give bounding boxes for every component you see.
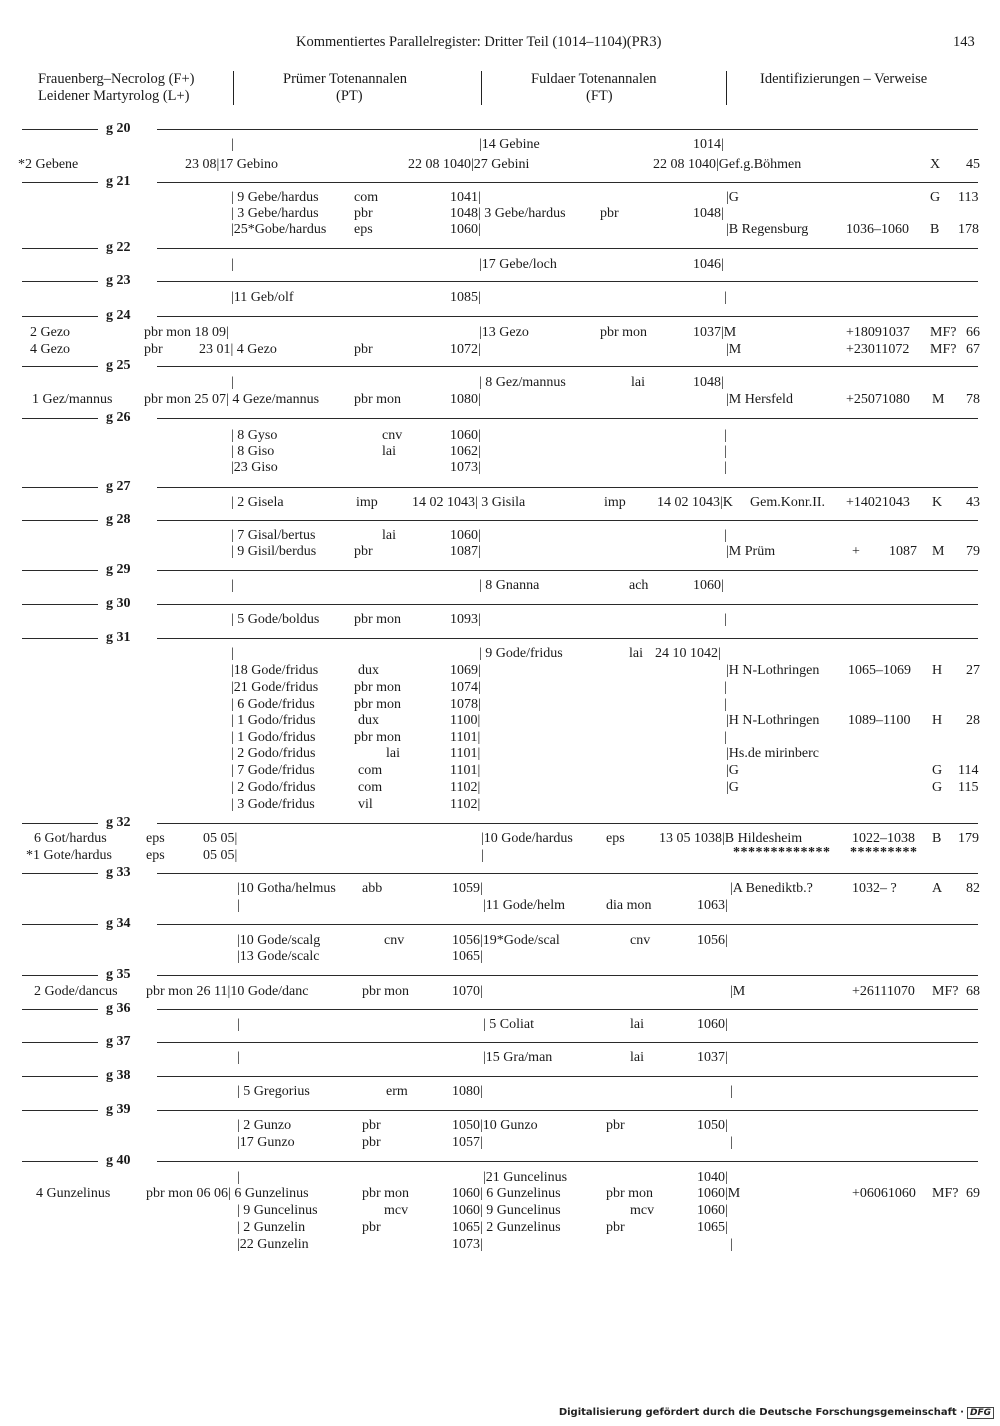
table-cell: 1 Gez/mannus xyxy=(32,392,113,407)
table-cell: 1056| xyxy=(697,933,728,948)
table-cell: | 1 Godo/fridus xyxy=(231,730,316,745)
table-cell: 1102| xyxy=(450,780,481,795)
table-cell: | 9 Gode/fridus xyxy=(479,646,563,661)
table-cell: erm xyxy=(386,1084,408,1099)
table-cell: 113 xyxy=(958,190,979,205)
table-cell: |10 Gotha/helmus xyxy=(237,881,336,896)
table-cell: 1101| xyxy=(450,763,481,778)
table-cell: cnv xyxy=(630,933,651,948)
table-cell: |21 Guncelinus xyxy=(483,1170,568,1185)
table-cell: 79 xyxy=(966,544,980,559)
table-cell: 1060| xyxy=(450,528,481,543)
table-cell: |25*Gobe/hardus xyxy=(231,222,327,237)
table-cell: 114 xyxy=(958,763,979,778)
group-separator: g 40 xyxy=(22,1153,978,1169)
table-cell: 1101| xyxy=(450,746,481,761)
col3-heading-line1: Fuldaer Totenannalen xyxy=(531,71,657,87)
table-cell: Gem.Konr.II. xyxy=(750,495,826,510)
table-cell: 6 Got/hardus xyxy=(34,831,107,846)
table-cell: |M Hersfeld xyxy=(726,392,793,407)
table-cell: pbr mon xyxy=(354,392,402,407)
table-cell: |B Regensburg xyxy=(726,222,809,237)
table-cell: 1093| xyxy=(450,612,481,627)
table-cell: M xyxy=(932,392,945,407)
table-cell: 45 xyxy=(966,157,980,172)
table-cell: com xyxy=(358,763,383,778)
table-cell: | 9 Gebe/hardus xyxy=(231,190,319,205)
table-cell: pbr mon xyxy=(600,325,648,340)
table-cell: 05 05| xyxy=(203,848,238,863)
group-separator: g 32 xyxy=(22,815,978,831)
table-cell: *1 Gote/hardus xyxy=(26,848,112,863)
table-cell: 1078| xyxy=(450,697,481,712)
table-cell: pbr xyxy=(362,1135,381,1150)
table-cell: G xyxy=(932,780,943,795)
table-cell: 69 xyxy=(966,1186,980,1201)
table-cell: 1036–1060 xyxy=(846,222,909,237)
group-separator: g 25 xyxy=(22,358,978,374)
table-cell: pbr xyxy=(600,206,619,221)
table-cell: lai xyxy=(386,746,400,761)
table-cell: 1065| 2 Gunzelinus xyxy=(452,1220,561,1235)
table-cell: 4 Gezo xyxy=(30,342,71,357)
table-cell: eps xyxy=(606,831,625,846)
table-cell: |17 Gunzo xyxy=(237,1135,295,1150)
table-cell: 68 xyxy=(966,984,980,999)
table-cell: 1046| xyxy=(693,257,724,272)
table-cell: 14 02 1043|K xyxy=(657,495,733,510)
table-cell: | xyxy=(231,137,234,152)
col3-heading-line2: (FT) xyxy=(586,88,613,104)
table-cell: X xyxy=(930,157,941,172)
table-cell: |22 Gunzelin xyxy=(237,1237,309,1252)
table-cell: 1087| xyxy=(450,544,481,559)
table-cell: | 7 Gisal/bertus xyxy=(231,528,316,543)
table-cell: |G xyxy=(726,190,739,205)
table-cell: pbr xyxy=(362,1220,381,1235)
table-cell: 1080| xyxy=(450,392,481,407)
column-divider xyxy=(726,71,727,105)
table-cell: K xyxy=(932,495,943,510)
table-cell: eps xyxy=(146,831,165,846)
table-cell: pbr mon 25 07| 4 Geze/mannus xyxy=(144,392,320,407)
table-cell: 1060|M xyxy=(697,1186,741,1201)
table-cell: 1072| xyxy=(450,342,481,357)
dfg-logo: DFG xyxy=(967,1407,994,1419)
table-cell: lai xyxy=(382,528,396,543)
table-cell: pbr xyxy=(354,342,373,357)
table-cell: 23 08|17 Gebino xyxy=(185,157,279,172)
table-cell: | 5 Gregorius xyxy=(237,1084,310,1099)
table-cell: 1037| xyxy=(697,1050,728,1065)
group-separator: g 39 xyxy=(22,1102,978,1118)
table-cell: 1014| xyxy=(693,137,724,152)
table-cell: MF? xyxy=(932,1186,959,1201)
group-separator: g 37 xyxy=(22,1034,978,1050)
table-cell: pbr mon xyxy=(362,984,410,999)
table-cell: 1101| xyxy=(450,730,481,745)
table-cell: 1073| xyxy=(450,460,481,475)
table-cell: pbr mon xyxy=(354,680,402,695)
table-cell: imp xyxy=(604,495,626,510)
table-cell: lai xyxy=(630,1050,644,1065)
table-cell: | 3 Gebe/hardus xyxy=(231,206,319,221)
table-cell: | 2 Gisela xyxy=(231,495,284,510)
table-cell: dux xyxy=(358,713,379,728)
table-cell: cnv xyxy=(384,933,405,948)
table-cell: 82 xyxy=(966,881,980,896)
table-cell: | 3 Gode/fridus xyxy=(231,797,315,812)
table-cell: 1070| xyxy=(452,984,483,999)
table-cell: pbr mon xyxy=(354,697,402,712)
table-cell: ach xyxy=(629,578,649,593)
table-cell: 1065| xyxy=(452,949,483,964)
table-cell: 2 Gode/dancus xyxy=(34,984,118,999)
table-cell: 1080| xyxy=(452,1084,483,1099)
emphasis-stars: ************* xyxy=(733,845,831,860)
table-cell: abb xyxy=(362,881,383,896)
table-cell: H xyxy=(932,713,943,728)
table-cell: | 2 Gunzo xyxy=(237,1118,292,1133)
table-cell: 1048| xyxy=(693,375,724,390)
table-cell: 1089–1100 xyxy=(848,713,911,728)
table-cell: 1060| xyxy=(697,1017,728,1032)
table-cell: MF? xyxy=(930,325,957,340)
table-cell: pbr xyxy=(606,1220,625,1235)
table-cell: 1060| xyxy=(697,1203,728,1218)
table-cell: +06061060 xyxy=(852,1186,916,1201)
table-cell: lai xyxy=(631,375,645,390)
table-cell: 28 xyxy=(966,713,980,728)
group-separator: g 23 xyxy=(22,273,978,289)
table-cell: +14021043 xyxy=(846,495,910,510)
table-cell: +23011072 xyxy=(846,342,910,357)
table-cell: eps xyxy=(146,848,165,863)
table-cell: |H N-Lothringen xyxy=(726,713,820,728)
table-cell: | 1 Godo/fridus xyxy=(231,713,316,728)
table-cell: pbr xyxy=(144,342,163,357)
table-cell: |10 Gode/scalg xyxy=(237,933,321,948)
footer-credit xyxy=(559,1407,994,1419)
table-cell: pbr xyxy=(354,544,373,559)
table-cell: 43 xyxy=(966,495,980,510)
table-cell: 1073| xyxy=(452,1237,483,1252)
table-cell: |13 Gode/scalc xyxy=(237,949,320,964)
group-separator: g 35 xyxy=(22,967,978,983)
table-cell: |10 Gode/hardus xyxy=(481,831,573,846)
table-cell: 27 xyxy=(966,663,980,678)
table-cell: 1041| xyxy=(450,190,481,205)
table-cell: 4 Gunzelinus xyxy=(36,1186,111,1201)
table-cell: mcv xyxy=(630,1203,655,1218)
footer-text: Digitalisierung gefördert durch die Deutsche Forschungsgemeinschaft · xyxy=(558,1407,964,1418)
table-cell: 1040| xyxy=(697,1170,728,1185)
table-cell: |A Benediktb.? xyxy=(730,881,813,896)
table-cell: 1059| xyxy=(452,881,483,896)
table-cell: pbr xyxy=(354,206,373,221)
table-cell: com xyxy=(354,190,379,205)
table-cell: 1087 xyxy=(889,544,917,559)
table-cell: 1022–1038 xyxy=(852,831,915,846)
table-cell: |11 Gode/helm xyxy=(483,898,565,913)
table-cell: | 2 Godo/fridus xyxy=(231,780,316,795)
table-cell: +18091037 xyxy=(846,325,910,340)
column-divider xyxy=(233,71,234,105)
table-cell: 1050|10 Gunzo xyxy=(452,1118,538,1133)
table-cell: |23 Giso xyxy=(231,460,278,475)
group-separator: g 26 xyxy=(22,410,978,426)
table-cell: | 8 Gnanna xyxy=(479,578,540,593)
table-cell: 23 01| 4 Gezo xyxy=(199,342,277,357)
table-cell: cnv xyxy=(382,428,403,443)
table-cell: 22 08 1040|27 Gebini xyxy=(408,157,530,172)
table-cell: 1065–1069 xyxy=(848,663,911,678)
table-cell: |G xyxy=(726,780,739,795)
table-cell: mcv xyxy=(384,1203,409,1218)
table-cell: 22 08 1040|Gef.g.Böhmen xyxy=(653,157,802,172)
table-cell: 1060| 9 Guncelinus xyxy=(452,1203,561,1218)
table-cell: | 5 Coliat xyxy=(483,1017,535,1032)
table-cell: 78 xyxy=(966,392,980,407)
table-cell: 178 xyxy=(958,222,979,237)
table-cell: 1085| xyxy=(450,290,481,305)
table-cell: 1074| xyxy=(450,680,481,695)
group-separator: g 28 xyxy=(22,512,978,528)
group-separator: g 24 xyxy=(22,308,978,324)
table-cell: MF? xyxy=(930,342,957,357)
group-separator: g 22 xyxy=(22,240,978,256)
table-cell: | 9 Guncelinus xyxy=(237,1203,318,1218)
table-cell: +26111070 xyxy=(852,984,915,999)
table-cell: pbr xyxy=(606,1118,625,1133)
table-cell: |G xyxy=(726,763,739,778)
table-cell: 2 Gezo xyxy=(30,325,71,340)
table-cell: |15 Gra/man xyxy=(483,1050,553,1065)
table-cell: 1057| xyxy=(452,1135,483,1150)
table-cell: |H N-Lothringen xyxy=(726,663,820,678)
group-separator: g 20 xyxy=(22,121,978,137)
table-cell: | 6 Gode/fridus xyxy=(231,697,315,712)
group-separator: g 21 xyxy=(22,174,978,190)
table-cell: 1032– ? xyxy=(852,881,897,896)
table-cell: H xyxy=(932,663,943,678)
table-cell: G xyxy=(930,190,941,205)
table-cell: |M xyxy=(730,984,746,999)
table-cell: B xyxy=(930,222,940,237)
table-cell: |11 Geb/olf xyxy=(231,290,294,305)
col1-heading-line1: Frauenberg–Necrolog (F+) xyxy=(38,71,195,87)
table-cell: | 8 Gez/mannus xyxy=(479,375,566,390)
table-cell: *2 Gebene xyxy=(18,157,79,172)
table-cell: imp xyxy=(356,495,378,510)
table-cell: 14 02 1043| 3 Gisila xyxy=(412,495,526,510)
table-cell: 179 xyxy=(958,831,979,846)
table-cell: 1063| xyxy=(697,898,728,913)
table-cell: 1102| xyxy=(450,797,481,812)
table-cell: | 2 Godo/fridus xyxy=(231,746,316,761)
table-cell: 1069| xyxy=(450,663,481,678)
table-cell: |14 Gebine xyxy=(479,137,540,152)
column-divider xyxy=(481,71,482,105)
table-cell: 05 05| xyxy=(203,831,238,846)
table-cell: 67 xyxy=(966,342,980,357)
table-cell: |18 Gode/fridus xyxy=(231,663,319,678)
col1-heading-line2: Leidener Martyrolog (L+) xyxy=(38,88,190,104)
table-cell: dia mon xyxy=(606,898,652,913)
table-cell: pbr mon xyxy=(354,612,402,627)
table-cell: 1056|19*Gode/scal xyxy=(452,933,560,948)
table-cell: 66 xyxy=(966,325,980,340)
table-cell: + xyxy=(852,544,860,559)
table-cell: pbr mon xyxy=(354,730,402,745)
group-separator: g 36 xyxy=(22,1001,978,1017)
table-cell: 1060| xyxy=(450,428,481,443)
table-cell: | 5 Gode/boldus xyxy=(231,612,320,627)
group-separator: g 33 xyxy=(22,865,978,881)
page-title: Kommentiertes Parallelregister: Dritter Teil (1014–1104)(PR3) xyxy=(296,34,662,50)
table-cell: 1060| 6 Gunzelinus xyxy=(452,1186,561,1201)
table-cell: MF? xyxy=(932,984,959,999)
group-separator: g 38 xyxy=(22,1068,978,1084)
group-separator: g 30 xyxy=(22,596,978,612)
table-cell: com xyxy=(358,780,383,795)
table-cell: A xyxy=(932,881,943,896)
table-cell: pbr mon 18 09| xyxy=(144,325,229,340)
group-separator: g 31 xyxy=(22,630,978,646)
table-cell: 13 05 1038|B Hildesheim xyxy=(659,831,803,846)
table-cell: B xyxy=(932,831,942,846)
table-cell: | 8 Gyso xyxy=(231,428,278,443)
table-cell: vil xyxy=(358,797,373,812)
table-cell: dux xyxy=(358,663,379,678)
table-cell: | 8 Giso xyxy=(231,444,275,459)
table-cell: pbr mon xyxy=(606,1186,654,1201)
table-cell: |M xyxy=(726,342,742,357)
table-cell: 1065| xyxy=(697,1220,728,1235)
table-cell: pbr mon 06 06| 6 Gunzelinus xyxy=(146,1186,309,1201)
col2-heading-line2: (PT) xyxy=(336,88,363,104)
table-cell: |17 Gebe/loch xyxy=(479,257,557,272)
table-cell: 1100| xyxy=(450,713,481,728)
table-cell: 1060| xyxy=(693,578,724,593)
table-cell: lai xyxy=(629,646,643,661)
table-cell: lai xyxy=(630,1017,644,1032)
col4-heading-line1: Identifizierungen – Verweise xyxy=(760,71,928,87)
table-cell: |Hs.de mirinberc xyxy=(726,746,819,761)
table-cell: |21 Gode/fridus xyxy=(231,680,319,695)
table-cell: pbr mon 26 11|10 Gode/danc xyxy=(146,984,309,999)
page-number: 143 xyxy=(953,34,975,50)
table-cell: |M Prüm xyxy=(726,544,776,559)
emphasis-stars: ********* xyxy=(850,845,918,860)
table-cell: 1048| xyxy=(693,206,724,221)
table-cell: lai xyxy=(382,444,396,459)
table-cell: 1050| xyxy=(697,1118,728,1133)
table-cell: pbr mon xyxy=(362,1186,410,1201)
group-separator: g 34 xyxy=(22,916,978,932)
table-cell: 1037|M xyxy=(693,325,737,340)
group-separator: g 27 xyxy=(22,479,978,495)
table-cell: 1048| 3 Gebe/hardus xyxy=(450,206,566,221)
table-cell: 1060| xyxy=(450,222,481,237)
table-cell: 24 10 1042| xyxy=(655,646,721,661)
table-cell: pbr xyxy=(362,1118,381,1133)
table-cell: eps xyxy=(354,222,373,237)
table-cell: +25071080 xyxy=(846,392,910,407)
table-cell: | 9 Gisil/berdus xyxy=(231,544,317,559)
table-cell: 1062| xyxy=(450,444,481,459)
col2-heading-line1: Prümer Totenannalen xyxy=(283,71,407,87)
group-separator: g 29 xyxy=(22,562,978,578)
table-cell: | 2 Gunzelin xyxy=(237,1220,306,1235)
table-cell: G xyxy=(932,763,943,778)
table-cell: |13 Gezo xyxy=(479,325,529,340)
table-cell: 115 xyxy=(958,780,979,795)
table-cell: | 7 Gode/fridus xyxy=(231,763,315,778)
table-cell: M xyxy=(932,544,945,559)
